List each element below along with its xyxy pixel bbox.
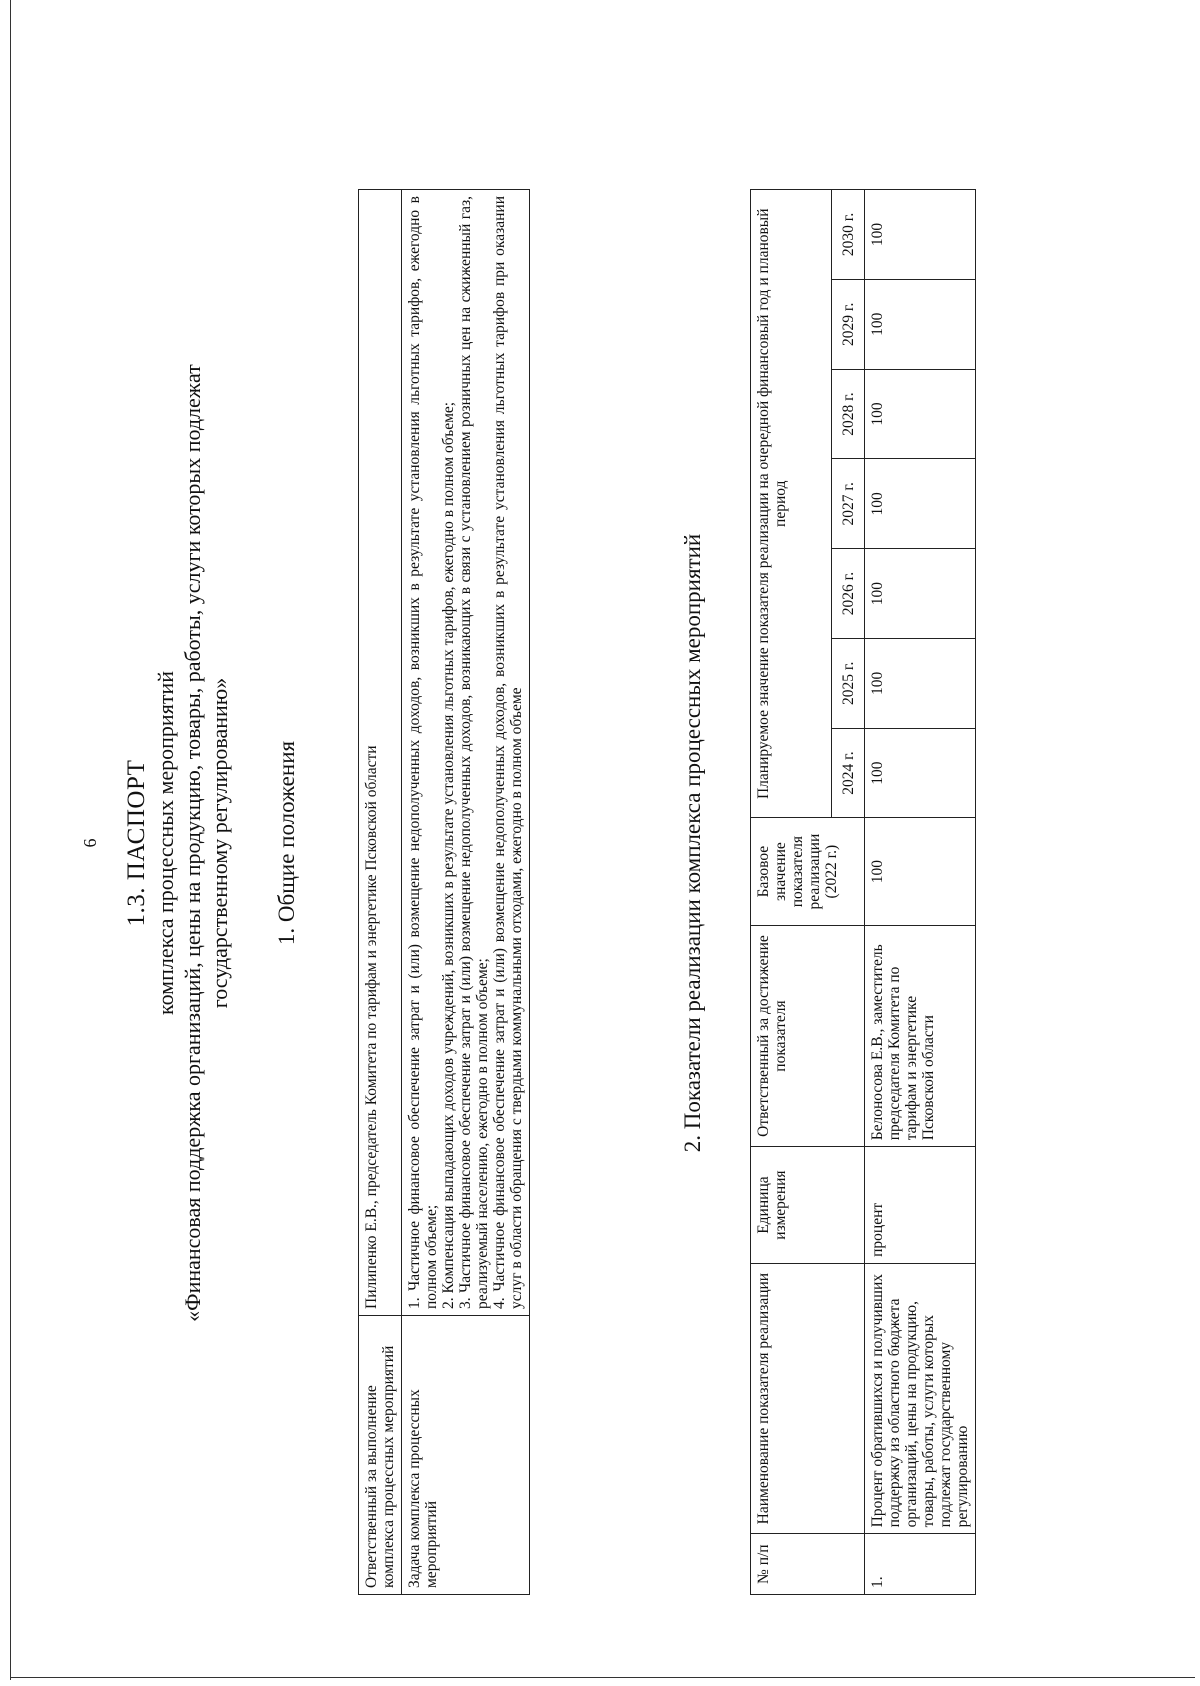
header-year: 2027 г. <box>832 459 865 549</box>
cell-year-value: 100 <box>865 279 976 369</box>
table-row <box>359 190 402 1595</box>
section-heading-general: 1. Общие положения <box>274 740 299 946</box>
header-year: 2028 г. <box>832 369 865 459</box>
row-label-responsible: Ответственный за выполнение комплекса процессных мероприятий <box>359 1316 402 1595</box>
row-value-task <box>402 190 530 1316</box>
cell-unit: процент <box>865 1147 976 1264</box>
cell-base-value: 100 <box>865 818 976 925</box>
header-num: № п/п <box>751 1534 865 1595</box>
cell-num: 1. <box>865 1534 976 1595</box>
header-planned-value: Планируемое значение показателя реализации на очередной финансовый год и плановый период <box>751 190 832 818</box>
general-provisions-table <box>358 189 530 1595</box>
cell-year-value: 100 <box>865 459 976 549</box>
cell-year-value: 100 <box>865 369 976 459</box>
cell-indicator-name: Процент обратившихся и получивших поддержку из областного бюджета организаций, цены на продукцию, товары, работы, услуги которых подлежат государственному регулированию <box>865 1263 976 1534</box>
cell-responsible: Белоносова Е.В., заместитель председателя Комитета по тарифам и энергетике Псковской области <box>865 925 976 1147</box>
title-line-program-name-end: государственному регулированию» <box>207 677 232 1009</box>
cell-year-value: 100 <box>865 190 976 280</box>
header-year: 2024 г. <box>832 728 865 818</box>
row-value-responsible: Пилипенко Е.В., председатель Комитета по тарифам и энергетике Псковской области <box>359 190 402 1316</box>
header-unit: Единица измерения <box>751 1147 865 1264</box>
header-indicator-name: Наименование показателя реализации <box>751 1263 865 1534</box>
table-header-row <box>751 190 832 1595</box>
header-year: 2026 г. <box>832 549 865 639</box>
cell-year-value: 100 <box>865 549 976 639</box>
header-year: 2025 г. <box>832 638 865 728</box>
table-row <box>865 190 976 1595</box>
document-title <box>122 0 233 1686</box>
section-heading-indicators: 2. Показатели реализации комплекса процессных мероприятий <box>680 533 705 1153</box>
cell-year-value: 100 <box>865 638 976 728</box>
task-item: 4. Частичное финансовое обеспечение затрат и (или) возмещение недополученных доходов, возникших в результате установления льготных тарифов при оказании услуг в области обращения с твердыми коммунальными отходами, ежегодно в полном объеме <box>491 196 525 1309</box>
title-line-program-name: «Финансовая поддержка организаций, цены на продукцию, товары, работы, услуги которых подлежат <box>180 364 205 1322</box>
header-year: 2029 г. <box>832 279 865 369</box>
title-line-complex: комплекса процессных мероприятий <box>153 671 178 1015</box>
indicators-table <box>750 189 976 1595</box>
table-row <box>402 190 530 1595</box>
task-item: 2. Компенсация выпадающих доходов учреждений, возникших в результате установления льготных тарифов, ежегодно в полном объеме; <box>440 401 457 1309</box>
task-item: 1. Частичное финансовое обеспечение затрат и (или) возмещение недополученных доходов, возникших в результате установления льготных тарифов, ежегодно в полном объеме; <box>406 196 440 1309</box>
title-line-passport: 1.3. ПАСПОРТ <box>123 759 150 927</box>
task-item: 3. Частичное финансовое обеспечение затрат и (или) возмещение недополученных доходов, возникающих в связи с установлением розничных цен на сжиженный газ, реализуемый населению, ежегодно в полном объеме; <box>457 196 491 1309</box>
header-responsible: Ответственный за достижение показателя <box>751 925 865 1147</box>
header-year: 2030 г. <box>832 190 865 280</box>
page-number: 6 <box>80 838 100 848</box>
header-base-value: Базовое значение показателя реализации (2022 г.) <box>751 818 865 925</box>
cell-year-value: 100 <box>865 728 976 818</box>
row-label-task: Задача комплекса процессных мероприятий <box>402 1316 530 1595</box>
